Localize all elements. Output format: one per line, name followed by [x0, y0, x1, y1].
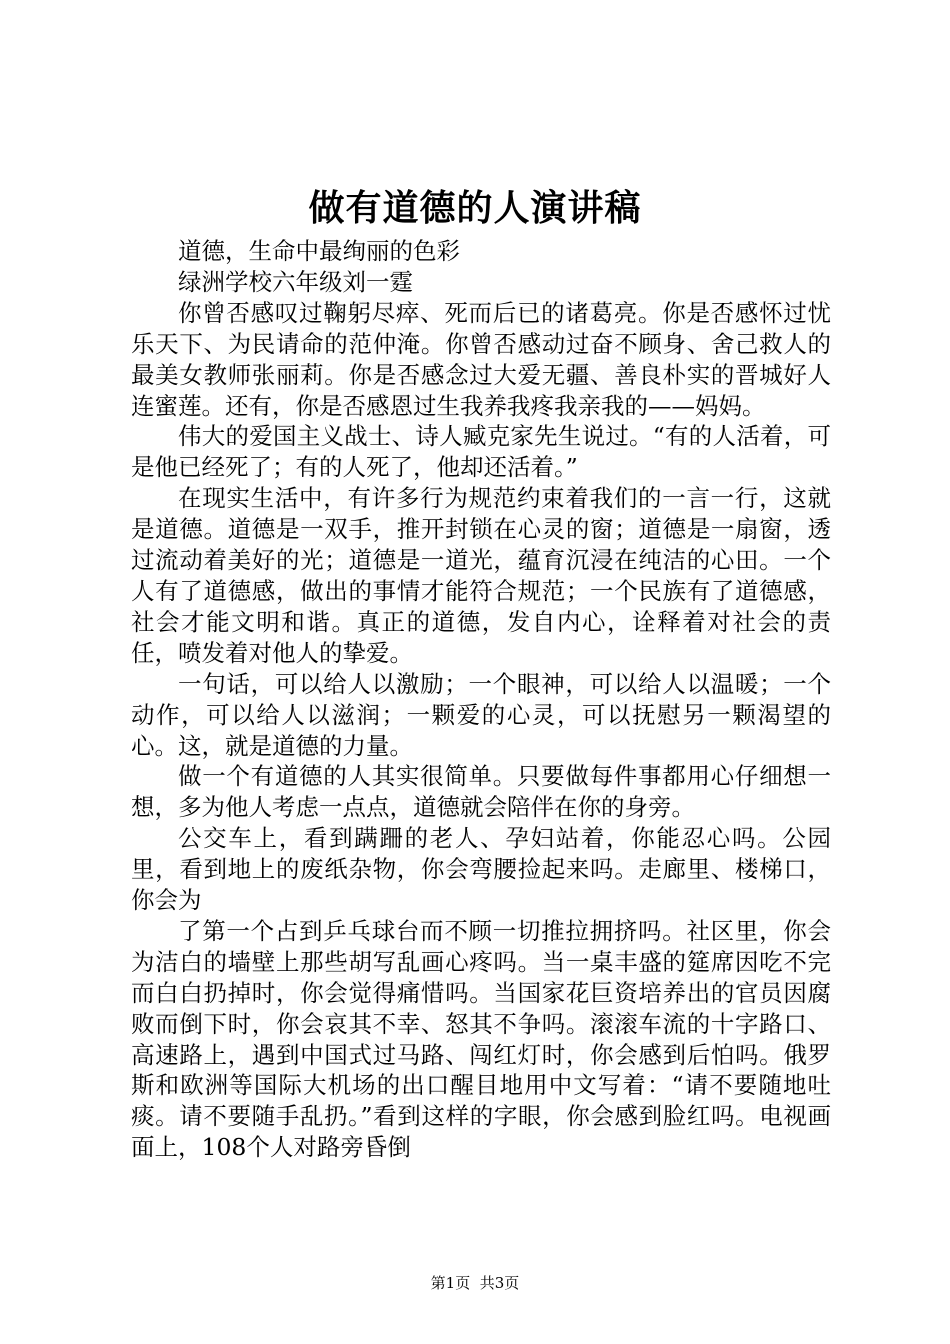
body-paragraph: 你曾否感叹过鞠躬尽瘁、死而后已的诸葛亮。你是否感怀过忧乐天下、为民请命的范仲淹。你曾否感动过奋不顾身、舍己救人的最美女教师张丽莉。你是否感念过大爱无疆、善良朴实的晋城好人连蜜莲。还有，你是否感恩过生我养我疼我亲我的——妈妈。: [131, 298, 831, 420]
page-number: 第1页: [430, 1274, 471, 1292]
body-paragraph: 了第一个占到乒乓球台而不顾一切推拉拥挤吗。社区里，你会为洁白的墙壁上那些胡写乱画心疼吗。当一桌丰盛的筵席因吃不完而白白扔掉时，你会觉得痛惜吗。当国家花巨资培养出的官员因腐败而倒下时，你会哀其不幸、怒其不争吗。滚滚车流的十字路口、高速路上，遇到中国式过马路、闯红灯时，你会感到后怕吗。俄罗斯和欧洲等国际大机场的出口醒目地用中文写着：“请不要随地吐痰。请不要随手乱扔。”看到这样的字眼，你会感到脸红吗。电视画面上，108个人对路旁昏倒: [131, 916, 831, 1162]
document-body: [131, 236, 831, 1163]
body-paragraph: 公交车上，看到蹒跚的老人、孕妇站着，你能忍心吗。公园里，看到地上的废纸杂物，你会弯腰捡起来吗。走廊里、楼梯口，你会为: [131, 824, 831, 915]
page-footer: [0, 1273, 950, 1293]
subtitle-line: 道德，生命中最绚丽的色彩: [178, 237, 460, 265]
body-paragraph: 一句话，可以给人以激励；一个眼神，可以给人以温暖；一个动作，可以给人以滋润；一颗爱的心灵，可以抚慰另一颗渴望的心。这，就是道德的力量。: [131, 669, 831, 760]
body-paragraph: 在现实生活中，有许多行为规范约束着我们的一言一行，这就是道德。道德是一双手，推开封锁在心灵的窗；道德是一扇窗，透过流动着美好的光；道德是一道光，蕴育沉浸在纯洁的心田。一个人有了道德感，做出的事情才能符合规范；一个民族有了道德感，社会才能文明和谐。真正的道德，发自内心，诠释着对社会的责任，喷发着对他人的挚爱。: [131, 484, 831, 667]
document-title: 做有道德的人演讲稿: [308, 188, 642, 229]
page-total: 共3页: [479, 1274, 520, 1292]
author-line: 绿洲学校六年级刘一霆: [178, 267, 413, 296]
body-paragraph: 做一个有道德的人其实很简单。只要做每件事都用心仔细想一想，多为他人考虑一点点，道德就会陪伴在你的身旁。: [131, 762, 831, 822]
body-paragraph: 伟大的爱国主义战士、诗人臧克家先生说过。“有的人活着，可是他已经死了；有的人死了，他却还活着。”: [131, 422, 831, 482]
